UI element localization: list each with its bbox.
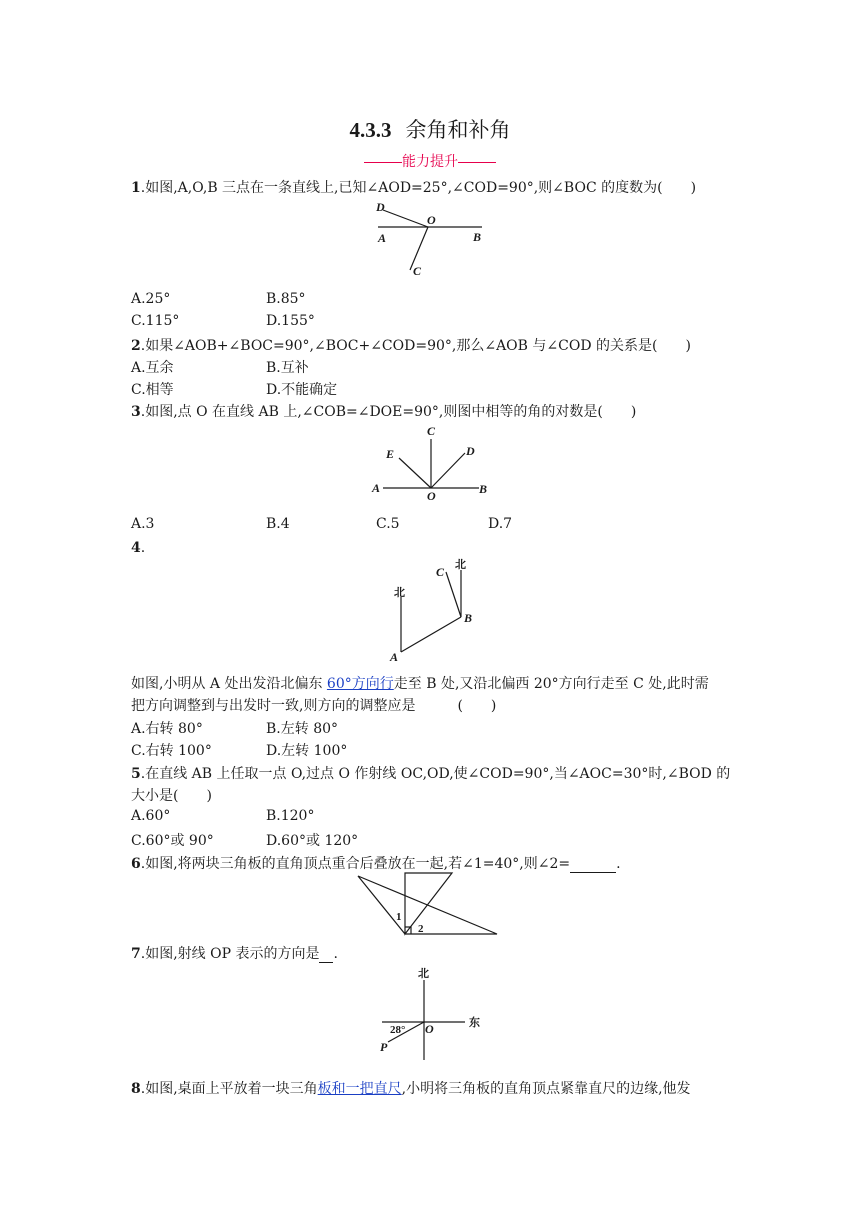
q1-option-b: B.85° [266,291,306,307]
question-4: 如图,小明从 A 处出发沿北偏东 60°方向行走至 B 处,又沿北偏西 20°方向行走至 C 处,此时需 [131,676,709,692]
label-angle-1: 1 [396,911,402,923]
question-number: 8 [131,1081,141,1097]
question-text: .如图,桌面上平放着一块三角 [140,1081,318,1097]
label-d: D [466,444,475,458]
question-text: .在直线 AB 上任取一点 O,过点 O 作射线 OC,OD,使∠COD=90°,当∠AOC=30°时,∠BOD 的 [140,766,731,782]
q5-option-a: A.60° [131,808,171,824]
ray-oe [399,458,431,488]
label-north: 北 [418,967,429,980]
label-c: C [413,264,422,278]
question-number: 7 [131,946,141,962]
label-north-a: 北 [394,586,405,599]
label-o: O [425,1022,434,1036]
q3-option-b: B.4 [266,516,290,532]
question-2 [131,335,691,355]
q3-option-a: A.3 [131,516,155,532]
section-subtitle [0,151,860,171]
label-b: B [479,482,488,496]
label-o: O [427,213,436,227]
label-o: O [427,489,436,503]
question-5 [131,763,730,783]
question-text: .如图,将两块三角板的直角顶点重合后叠放在一起,若∠1=40°,则∠2= [140,856,571,872]
question-4-line2: 把方向调整到与出发时一致,则方向的调整应是 ( ) [131,698,497,714]
subtitle-text: 能力提升 [402,154,458,170]
label-p: P [380,1040,388,1054]
inline-link[interactable]: 板和一把直尺 [317,1081,402,1097]
question-5-line2: 大小是( ) [131,788,212,804]
label-b: B [473,230,482,244]
question-number: 2 [131,338,141,354]
question-1 [131,177,696,197]
q5-option-c: C.60°或 90° [131,833,214,849]
ray-od [383,210,428,227]
q3-option-c: C.5 [376,516,400,532]
inline-link[interactable]: 60°方向行 [326,676,394,692]
page-title [0,114,860,144]
question-text: 如图,小明从 A 处出发沿北偏东 [131,676,327,692]
q4-figure [385,552,485,667]
question-6: 6.如图,将两块三角板的直角顶点重合后叠放在一起,若∠1=40°,则∠2= . [131,856,621,872]
answer-blank[interactable] [319,946,333,963]
label-north-b: 北 [455,558,466,571]
label-a: A [390,650,399,664]
question-text: .如图,A,O,B 三点在一条直线上,已知∠AOD=25°,∠COD=90°,则∠BOC 的度数为( ) [140,180,697,196]
q1-figure [370,198,490,280]
q1-option-c: C.115° [131,313,180,329]
section-title: 余角和补角 [405,118,511,142]
label-c: C [427,424,436,438]
label-c: C [436,565,445,579]
label-angle-2: 2 [418,923,424,935]
answer-blank[interactable] [570,856,616,873]
q1-option-a: A.25° [131,291,171,307]
question-number: 3 [131,404,141,420]
q3-figure [365,423,495,503]
question-3 [131,401,636,421]
q5-option-b: B.120° [266,808,315,824]
q4-option-c: C.右转 100° [131,743,212,759]
label-b: B [464,611,473,625]
q7-figure [372,962,492,1062]
q2-option-b: B.互补 [266,360,309,376]
q2-option-d: D.不能确定 [266,382,338,398]
question-number: 5 [131,766,141,782]
question-number: 1 [131,180,141,196]
q3-option-d: D.7 [488,516,513,532]
label-east: 东 [469,1016,480,1029]
question-4-number: 4. [131,540,146,556]
label-d: D [376,200,385,214]
question-text: .如图,射线 OP 表示的方向是 [140,946,320,962]
question-8: 8.如图,桌面上平放着一块三角板和一把直尺,小明将三角板的直角顶点紧靠直尺的边缘,他发 [131,1081,691,1097]
q4-option-a: A.右转 80° [131,721,203,737]
q4-option-b: B.左转 80° [266,721,339,737]
q4-option-d: D.左转 100° [266,743,348,759]
question-text: .如果∠AOB+∠BOC=90°,∠BOC+∠COD=90°,那么∠AOB 与∠COD 的关系是( ) [140,338,691,354]
section-number: 4.3.3 [349,118,392,142]
triangle-small [405,873,452,934]
q2-option-a: A.互余 [131,360,174,376]
label-angle: 28° [390,1024,406,1036]
q2-option-c: C.相等 [131,382,174,398]
q5-option-d: D.60°或 120° [266,833,359,849]
path-ab [401,617,461,652]
label-e: E [386,447,395,461]
label-a: A [372,481,381,495]
question-number: 6 [131,856,141,872]
path-bc [446,572,461,617]
label-a: A [378,231,387,245]
q1-option-d: D.155° [266,313,315,329]
ray-od [431,453,465,488]
question-text: .如图,点 O 在直线 AB 上,∠COB=∠DOE=90°,则图中相等的角的对数是( ) [140,404,637,420]
q6-figure [355,868,505,940]
question-7: 7.如图,射线 OP 表示的方向是 . [131,946,338,962]
